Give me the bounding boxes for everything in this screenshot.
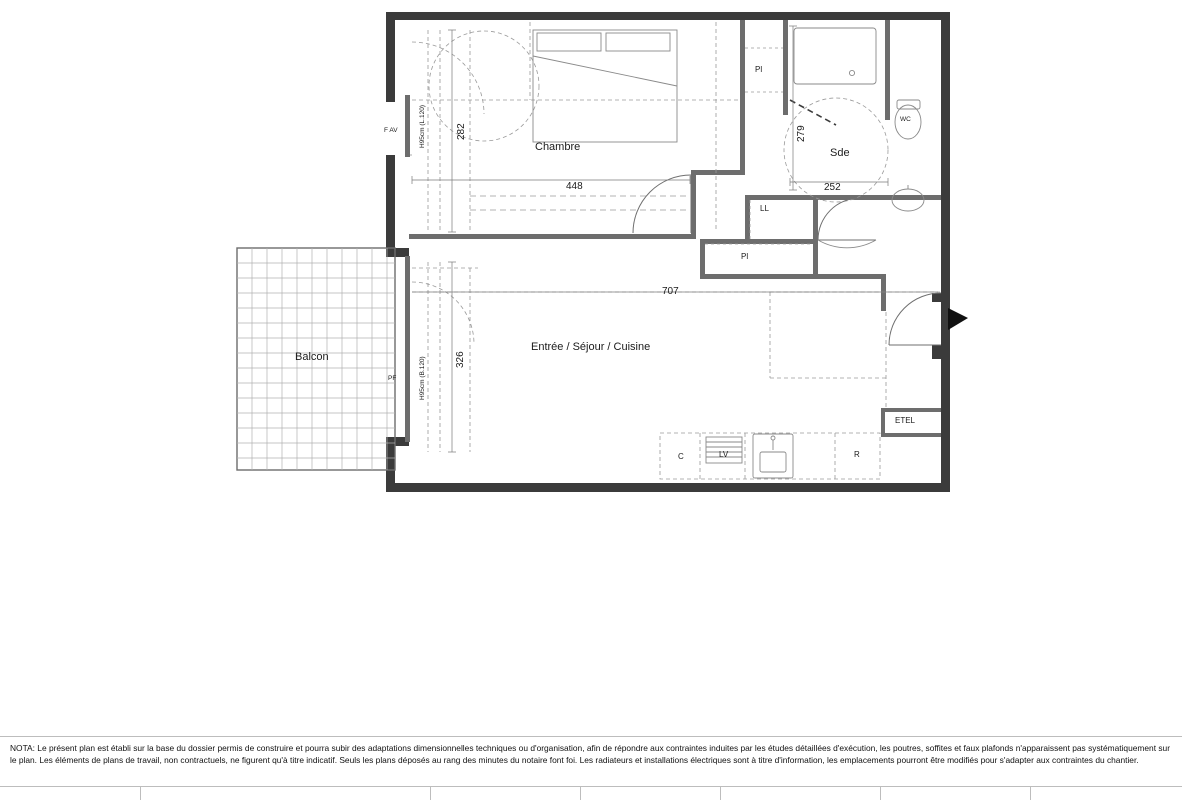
dimension-sejour-largeur: 707 (662, 286, 679, 297)
partition-chambre-sejour (409, 234, 691, 239)
partition-sde-left (783, 20, 788, 115)
dimension-sde-hauteur: 279 (796, 125, 807, 142)
partition-placard-bottom (700, 239, 818, 244)
footer-cell-divider-4 (720, 786, 721, 800)
annotation-placard-haut: Pl (755, 65, 763, 74)
partition-chambre-door-header (691, 170, 745, 175)
partition-entry-right (881, 279, 886, 311)
annotation-lave-vaisselle: LV (719, 450, 729, 459)
footer-divider-bottom (0, 786, 1182, 787)
annotation-etel: ETEL (895, 416, 916, 425)
wall-right-outer (941, 12, 950, 492)
wall-bottom-outer (386, 483, 950, 492)
partition-chambre-sejour-right (691, 170, 696, 239)
room-label-chambre: Chambre (535, 141, 581, 153)
wall-inner-left-upper (405, 95, 410, 157)
dimension-sde-largeur: 252 (824, 182, 841, 193)
annotation-fenetre-av: F AV (384, 127, 398, 134)
partition-wc-left (885, 20, 890, 120)
annotation-placard-bas: Pl (741, 252, 749, 261)
annotation-lave-linge: LL (760, 204, 769, 213)
dimension-chambre-largeur: 448 (566, 181, 583, 192)
room-label-balcon: Balcon (295, 351, 329, 363)
micro-label-chambre-fenetre: H95cm (L.120) (419, 105, 426, 148)
partition-ll-left (745, 195, 750, 243)
footer-cell-divider-3 (580, 786, 581, 800)
partition-entry-bottom (818, 274, 886, 279)
wall-inner-left-lower (405, 256, 410, 442)
nota-text: NOTA: Le présent plan est établi sur la base du dossier permis de construire et pourra subir des adaptations dimensionnelles techniques ou d'organisation, afin de répondre aux contraintes induites par les études détaillées d'exécution, les poutres, soffites et faux plafonds n'apparaissent pas systématiquement sur le plan. Les éléments de plans de travail, non contractuels, ne figurent qu'à titre indicatif. Seuls les plans déposés au rang des minutes du notaire font foi. Les radiateurs et installations électriques sont à titre d'information, les emplacements pourront être modifiés pour s'adapter aux contraintes du chantier. (10, 743, 1170, 766)
footer-cell-divider-2 (430, 786, 431, 800)
partition-hall-bottom (700, 274, 818, 279)
partition-placard-right (813, 200, 818, 279)
wall-left-upper (386, 12, 395, 102)
footer-divider-top (0, 736, 1182, 737)
partition-etel-bottom (881, 433, 941, 437)
partition-sde-bottom-right (885, 195, 941, 200)
footer-cell-divider-6 (1030, 786, 1031, 800)
room-label-sejour: Entrée / Séjour / Cuisine (531, 341, 651, 353)
footer-cell-divider-1 (140, 786, 141, 800)
wall-entry-door-jamb-lower (932, 345, 941, 359)
micro-label-sejour-porte: H95cm (B.120) (419, 356, 426, 400)
wall-entry-door-jamb (932, 293, 941, 302)
wall-top-outer (386, 12, 950, 20)
room-label-sde: Sde (830, 147, 850, 159)
annotation-refrigerateur: R (854, 450, 860, 459)
partition-placard-left (700, 239, 705, 279)
footer-cell-divider-5 (880, 786, 881, 800)
dimension-sejour-hauteur: 326 (455, 351, 466, 368)
dimension-chambre-hauteur: 282 (456, 123, 467, 140)
wall-left-mid (386, 155, 395, 257)
partition-chambre-right (740, 20, 745, 170)
wall-left-lower (386, 437, 395, 492)
partition-etel-top (881, 408, 941, 412)
annotation-porte-fenetre: PF (388, 375, 397, 382)
annotation-wc: WC (900, 116, 911, 123)
annotation-congelateur: C (678, 452, 684, 461)
partition-etel-left (881, 408, 885, 436)
entrance-marker (948, 308, 968, 330)
